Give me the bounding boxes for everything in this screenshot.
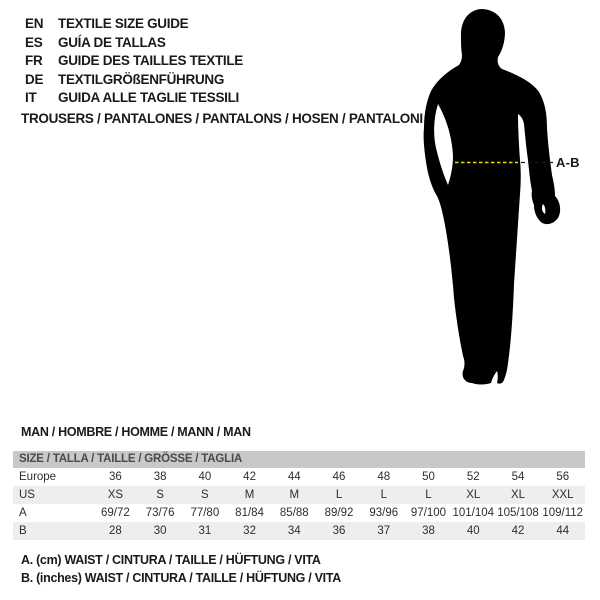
table-cell: 56 [556,471,570,483]
table-cell: 34 [287,525,301,537]
footnote-a: A. (cm) WAIST / CINTURA / TAILLE / HÜFTUNG / VITA [21,553,321,567]
row-label: Europe [19,471,57,483]
table-cell: 101/104 [452,507,495,519]
footnote-b: B. (inches) WAIST / CINTURA / TAILLE / HÜFTUNG / VITA [21,570,341,585]
table-cell: XS [107,489,124,501]
table-row [13,504,585,522]
language-row-de [25,71,243,90]
table-cell: 54 [511,471,525,483]
man-silhouette-svg [380,0,600,420]
table-cell: 28 [108,525,122,537]
table-cell: 42 [243,471,256,483]
table-cell: 37 [377,525,391,537]
table-cell: 89/92 [324,507,354,519]
table-cell: XL [510,489,526,501]
language-code: FR [25,53,43,68]
waist-measure-label: A-B [556,155,580,170]
table-cell: 50 [422,471,435,483]
table-cell: 85/88 [279,507,309,519]
man-silhouette-figure [380,0,600,420]
gender-title: MAN / HOMBRE / HOMME / MANN / MAN [21,425,251,439]
table-cell: 31 [198,525,212,537]
table-cell: L [380,489,387,501]
table-cell: 105/108 [497,507,539,519]
table-cell: 30 [153,525,167,537]
table-cell: M [289,489,300,501]
table-cell: 93/96 [369,507,399,519]
table-cell: 52 [466,471,480,483]
language-text: GUÍA DE TALLAS [58,34,166,50]
table-cell: XL [466,489,481,501]
table-cell: 40 [198,471,212,483]
table-cell: 44 [287,471,301,483]
language-row-fr [25,52,243,71]
table-row [13,522,585,540]
language-list [25,15,243,108]
table-cell: 73/76 [145,507,175,519]
table-cell: XXL [551,489,574,501]
language-row-es [25,34,243,53]
language-code: ES [25,34,43,50]
table-cell: S [156,489,164,501]
language-row-en [25,15,243,34]
table-cell: M [244,489,255,501]
size-table-body [13,468,585,540]
size-table-header: SIZE / TALLA / TAILLE / GRÖSSE / TAGLIA [13,451,585,468]
table-cell: 36 [332,525,346,537]
table-cell: 69/72 [100,507,130,519]
language-code: DE [25,71,44,87]
language-text: TEXTILE SIZE GUIDE [58,16,189,31]
man-silhouette-path [424,9,561,385]
table-cell: 97/100 [410,507,447,519]
table-cell: S [201,489,209,501]
table-cell: 77/80 [190,507,220,519]
table-cell: 36 [108,471,122,483]
table-cell: 32 [243,525,256,537]
table-cell: 40 [466,525,480,537]
table-cell: L [425,489,432,501]
language-text: TEXTILGRÖßENFÜHRUNG [58,71,225,87]
language-text: GUIDE DES TAILLES TEXTILE [58,53,244,68]
table-row [13,468,585,486]
table-cell: 42 [511,525,525,537]
language-code: EN [25,16,44,31]
table-cell: 81/84 [235,507,264,519]
table-cell: 38 [422,525,435,537]
table-cell: 44 [556,525,570,537]
language-row-it [25,89,243,108]
garment-title: TROUSERS / PANTALONES / PANTALONS / HOSEN / PANTALONI [21,111,423,126]
row-label: US [19,489,35,501]
size-table [13,451,585,540]
table-cell: 109/112 [542,507,584,519]
table-cell: 48 [377,471,391,483]
footnotes [21,552,341,587]
table-cell: 38 [153,471,167,483]
language-text: GUIDA ALLE TAGLIE TESSILI [58,90,239,105]
table-cell: L [335,489,343,501]
language-code: IT [25,90,37,105]
table-cell: 46 [332,471,346,483]
table-row [13,486,585,504]
row-label: B [19,525,27,537]
row-label: A [19,507,27,519]
